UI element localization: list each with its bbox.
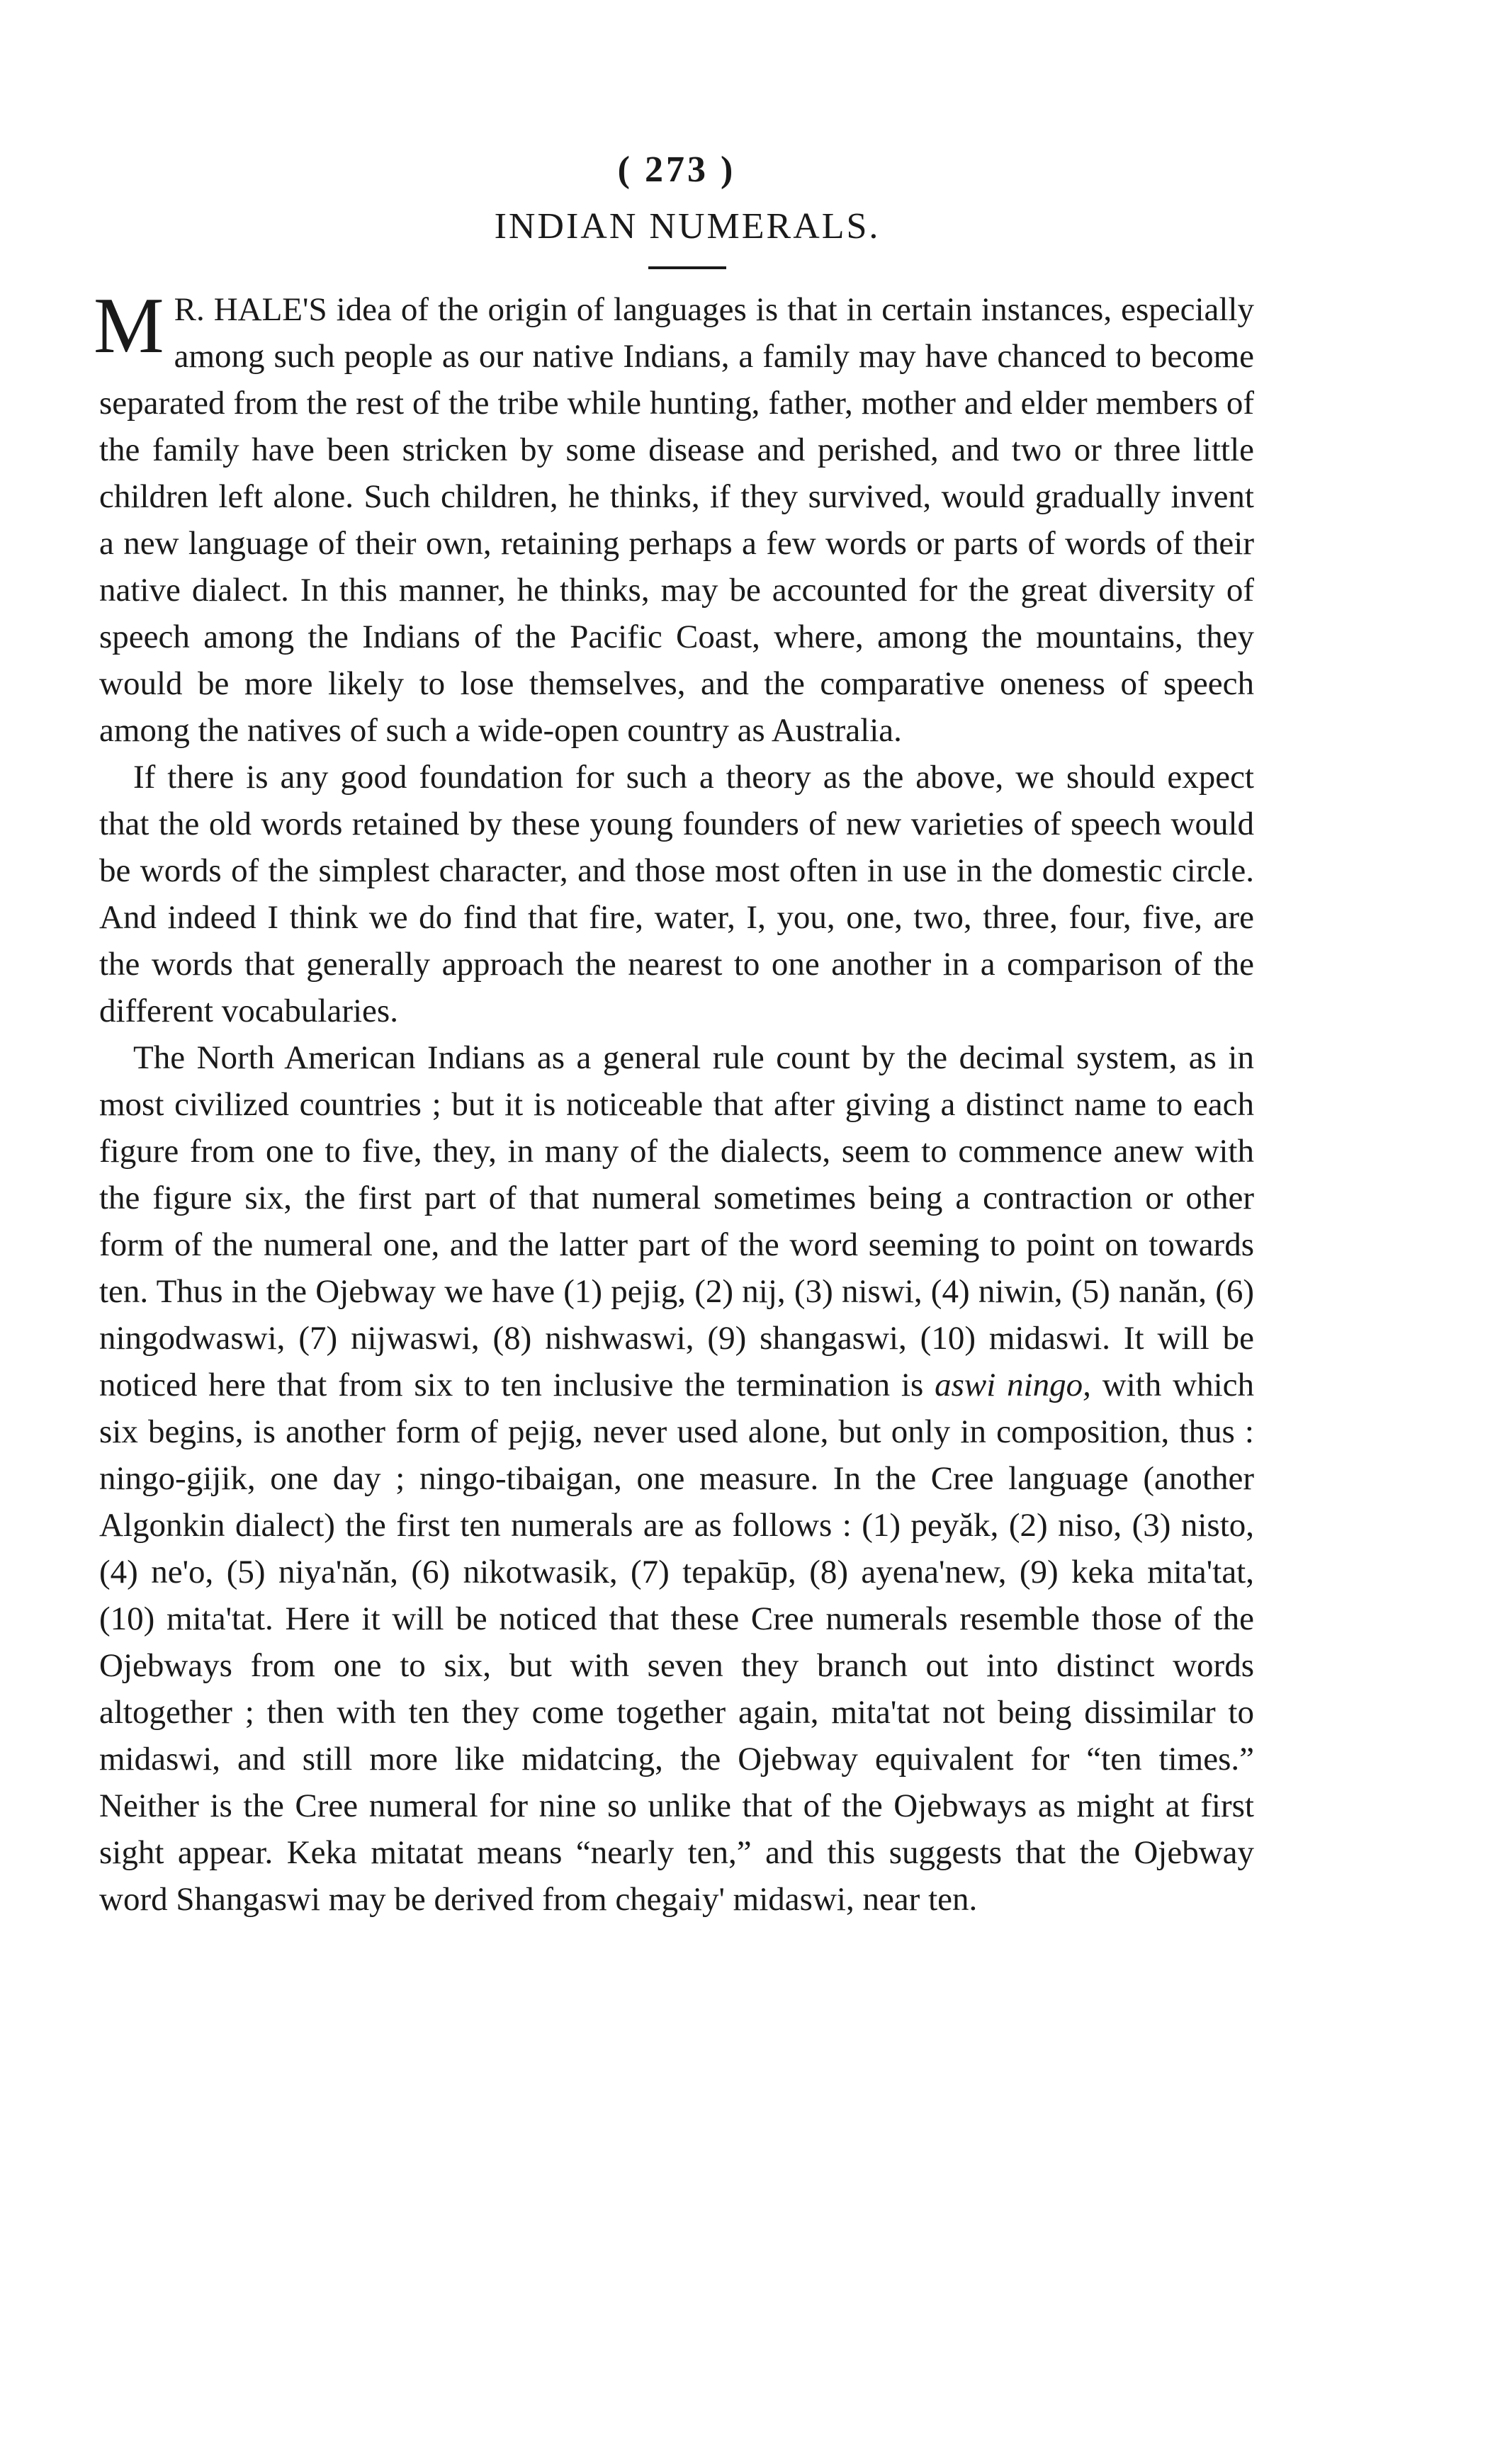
paragraph-1-text: R. HALE'S idea of the origin of languages is that in certain instances, especially among such people as our native Indians, a family may have chanced to become separated from the rest of the tribe while hunting, father, mother and elder members of the family have been stricken by some disease and perished, and two or three little children left alone. Such children, he thinks, if they survived, would gradually invent a new language of their own, retaining perhaps a few words or parts of words of their native dialect. In this manner, he thinks, may be accounted for the great diversity of speech among the Indians of the Pacific Coast, where, among the mountains, they would be more likely to lose themselves, and the comparative oneness of speech among the natives of such a wide-open country as Australia. (99, 291, 1254, 749)
paragraph-1 (94, 282, 1254, 754)
paragraph-2: If there is any good foundation for such a theory as the above, we should expect that the old words retained by these young founders of new varieties of speech would be words of the simplest character, and those most often in use in the domestic circle. And indeed I think we do find that fire, water, I, you, one, two, three, four, five, are the words that generally approach the nearest to one another in a comparison of the different vocabularies. (99, 759, 1254, 1029)
article-body (94, 282, 1254, 1923)
title-divider (648, 266, 726, 269)
drop-cap: M (94, 282, 164, 370)
article-title: INDIAN NUMERALS. (494, 206, 881, 247)
page-number: ( 273 ) (617, 149, 736, 190)
paragraph-3-text-a: The North American Indians as a general rule count by the decimal system, as in most civilized countries ; but it is noticeable that after giving a distinct name to each figure from one to five, they, in many of the dialects, seem to commence anew with the figure six, the first part of that numeral sometimes being a contraction or other form of the numeral one, and the latter part of the word seeming to point on towards ten. Thus in the Ojebway we have (1) pejig, (2) nij, (3) niswi, (4) niwin, (5) nanăn, (6) ningodwaswi, (7) nijwaswi, (8) nishwaswi, (9) shangaswi, (10) midaswi. It will be noticed here that from six to ten inclusive the termination is (99, 1039, 1254, 1403)
paragraph-3-text-b: with which six begins, is another form of pejig, never used alone, but only in composition, thus : ningo-gijik, one day ; ningo-tibaigan, one measure. In the Cree language (another Algonkin dialect) the first ten numerals are as follows : (1) peyăk, (2) niso, (3) nisto, (4) ne'o, (5) niya'năn, (6) nikotwasik, (7) tepakūp, (8) ayena'new, (9) keka mita'tat, (10) mita'tat. Here it will be noticed that these Cree numerals resemble those of the Ojebways from one to six, but with seven they branch out into distinct words altogether ; then with ten they come together again, mita'tat not being dissimilar to midaswi, and still more like midatcing, the Ojebway equivalent for “ten times.” Neither is the Cree numeral for nine so unlike that of the Ojebways as might at first sight appear. Keka mitatat means “nearly ten,” and this suggests that the Ojebway word Shangaswi may be derived from chegaiy' midaswi, near ten. (99, 1367, 1254, 1918)
paragraph-3-italic: aswi ningo, (935, 1367, 1091, 1403)
paragraph-3 (99, 1034, 1254, 1923)
document-page (94, 142, 1254, 1923)
